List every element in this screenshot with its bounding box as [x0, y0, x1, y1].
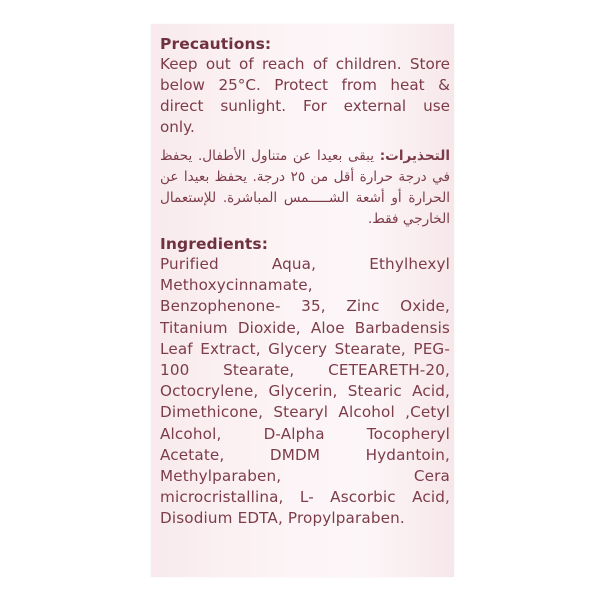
ingredients-heading: Ingredients:: [160, 235, 269, 253]
ingredients-line: Leaf Extract, Glycery Stearate, PEG-: [160, 339, 450, 358]
precautions-line: Keep out of reach of children. Store: [160, 55, 450, 73]
arabic-precautions: [160, 146, 450, 230]
ingredients-text: [160, 254, 450, 530]
ingredients-line: Disodium EDTA, Propylparaben.: [160, 509, 405, 528]
ingredients-line: Alcohol, D-Alpha Tocopheryl: [160, 424, 450, 443]
ingredients-line: Methylparaben, Cera: [160, 467, 450, 486]
product-label-panel: [151, 24, 454, 577]
ingredients-line: Purified Aqua, Ethylhexyl: [160, 255, 450, 273]
ingredients-line: Acetate, DMDM Hydantoin,: [160, 445, 450, 464]
label-content: [160, 34, 450, 530]
precautions-line: direct sunlight. For external use: [160, 97, 450, 115]
precautions-heading: Precautions:: [160, 35, 272, 53]
precautions-text: [160, 54, 450, 138]
arabic-line: في درجة حرارة أقل من ٢٥ درجة. يحفظ بعيدا عن: [160, 169, 450, 185]
precautions-line: below 25°C. Protect from heat &: [160, 76, 450, 94]
ingredients-line: microcristallina, L- Ascorbic Acid,: [160, 488, 450, 507]
arabic-heading: التحذيرات:: [379, 148, 450, 164]
ingredients-line: Dimethicone, Stearyl Alcohol ,Cetyl: [160, 403, 450, 422]
ingredients-line: 100 Stearate, CETEARETH-20,: [160, 361, 450, 380]
arabic-line: الحرارة أو أشعة الشـــــمس المباشرة. للإستعمال: [160, 190, 450, 206]
ingredients-line: Benzophenone- 35, Zinc Oxide,: [160, 297, 450, 316]
arabic-line: [160, 146, 450, 167]
ingredients-line: Methoxycinnamate,: [160, 276, 313, 295]
ingredients-line: Titanium Dioxide, Aloe Barbadensis: [160, 318, 450, 337]
ingredients-line: Octocrylene, Glycerin, Stearic Acid,: [160, 382, 450, 401]
arabic-line-text: يبقى بعيدا عن متناول الأطفال. يحفظ: [160, 148, 375, 164]
precautions-line: only.: [160, 118, 195, 136]
arabic-line: الخارجي فقط.: [367, 211, 450, 227]
